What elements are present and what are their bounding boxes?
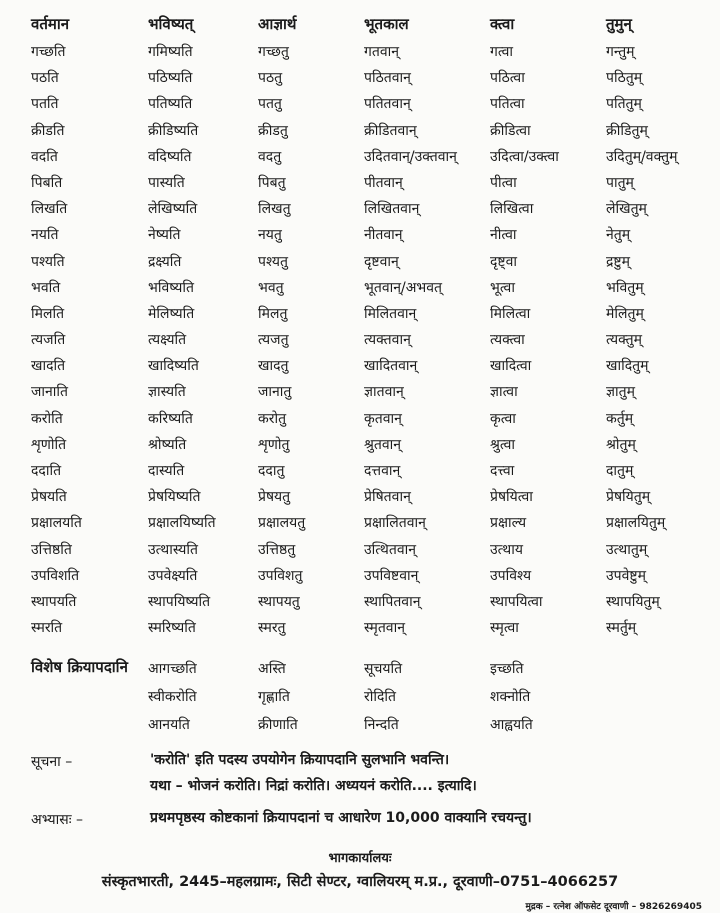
table-cell: ददातु: [258, 463, 285, 479]
table-cell: श्रोतुम्: [606, 436, 636, 453]
table-cell: त्यजतु: [258, 332, 289, 349]
table-cell: पतित्वा: [490, 96, 525, 113]
table-cell: प्रक्षालयति: [31, 515, 82, 532]
table-cell: पठिष्यति: [148, 70, 193, 87]
table-cell: खादित्वा: [490, 358, 532, 375]
table-cell: स्थापितवान्: [364, 593, 421, 610]
table-row: [0, 38, 720, 64]
table-cell: नेष्यति: [148, 227, 181, 244]
table-cell: पतितवान्: [364, 96, 411, 113]
table-cell: क्रीडितवान्: [364, 122, 417, 139]
table-cell: भवतु: [258, 279, 284, 296]
table-row: [0, 562, 720, 588]
table-cell: स्मृत्वा: [490, 620, 519, 637]
table-cell: उपवेक्ष्यति: [148, 567, 198, 584]
table-cell: उत्थितवान्: [364, 541, 417, 558]
table-row: [0, 64, 720, 90]
special-verbs-label: विशेष क्रियापदानि: [31, 658, 128, 676]
header-tumun: तुमुन्: [606, 15, 632, 33]
table-cell: प्रक्षालितवान्: [364, 515, 426, 532]
table-cell: क्रीडितुम्: [606, 122, 648, 139]
table-cell: पिबतु: [258, 174, 286, 191]
abhyas-text: प्रथमपृष्ठस्य कोष्टकानां क्रियापदानां च आधारेण 10,000 वाक्यानि रचयन्तु।: [150, 810, 532, 826]
table-cell: त्यक्त्वा: [490, 332, 525, 349]
table-cell: पश्यति: [31, 253, 65, 270]
table-cell: मिलति: [31, 305, 65, 322]
special-verb: क्रीणाति: [258, 717, 298, 733]
table-cell: स्थापयित्वा: [490, 593, 543, 610]
table-cell: क्रीडित्वा: [490, 122, 531, 139]
table-cell: गत्वा: [490, 44, 514, 60]
table-cell: लिखित्वा: [490, 201, 534, 218]
table-cell: पिबति: [31, 174, 63, 191]
suchana-line-1: 'करोति' इति पदस्य उपयोगेन क्रियापदानि सुलभानि भवन्ति।: [150, 752, 450, 768]
table-cell: भूत्वा: [490, 279, 515, 296]
table-cell: गतवान्: [364, 44, 400, 60]
table-cell: करिष्यति: [148, 410, 193, 427]
special-row: [0, 683, 720, 711]
table-cell: स्मरति: [31, 620, 63, 637]
table-cell: वदति: [31, 148, 58, 165]
office-address: संस्कृतभारती, 2445–महलग्रामः, सिटी सेण्टर, ग्वालियरम् म.प्र., दूरवाणी–0751–4066257: [101, 874, 619, 890]
table-cell: मिलतु: [258, 305, 288, 322]
table-cell: पठतु: [258, 70, 283, 87]
table-cell: उत्थाय: [490, 541, 523, 558]
table-cell: क्रीडिष्यति: [148, 122, 199, 139]
table-row: [0, 143, 720, 169]
table-row: [0, 326, 720, 352]
table-cell: ददाति: [31, 463, 62, 479]
table-row: [0, 274, 720, 300]
table-cell: उपविष्टवान्: [364, 567, 419, 584]
table-row: [0, 195, 720, 221]
table-cell: करोति: [31, 410, 63, 427]
verb-conjugation-table: [0, 12, 720, 640]
special-verb: आगच्छति: [148, 661, 197, 677]
table-cell: कृतवान्: [364, 410, 402, 427]
table-cell: प्रेषितवान्: [364, 489, 411, 506]
table-cell: शृणोति: [31, 436, 67, 453]
table-cell: द्रष्टुम्: [606, 253, 630, 270]
suchana-line-2: यथा – भोजनं करोति। निद्रां करोति। अध्ययनं करोति.... इत्यादि।: [150, 778, 477, 794]
table-cell: गन्तुम्: [606, 44, 635, 60]
table-cell: दातुम्: [606, 463, 634, 479]
table-cell: ज्ञातवान्: [364, 384, 404, 401]
table-cell: मिलितवान्: [364, 305, 417, 322]
table-cell: स्थापयिष्यति: [148, 593, 211, 610]
table-cell: पठति: [31, 70, 59, 87]
table-cell: खादति: [31, 358, 66, 375]
table-cell: प्रक्षालयतु: [258, 515, 306, 532]
table-cell: पतति: [31, 96, 59, 113]
special-verb: गृह्णाति: [258, 689, 290, 705]
table-cell: उदित्वा/उक्त्वा: [490, 148, 559, 165]
table-cell: प्रेषयिष्यति: [148, 489, 201, 506]
table-cell: स्मृतवान्: [364, 620, 405, 637]
table-cell: भवति: [31, 279, 61, 296]
table-cell: क्रीडतु: [258, 122, 288, 139]
header-ktva: क्त्वा: [490, 15, 515, 33]
printer-credit: मुद्रक – रत्नेश ऑफसेट दूरवाणी – 9826269405: [525, 902, 702, 912]
table-cell: खादितवान्: [364, 358, 418, 375]
table-cell: उत्थास्यति: [148, 541, 199, 558]
table-row: [0, 431, 720, 457]
table-cell: प्रक्षालयितुम्: [606, 515, 666, 532]
suchana-label: सूचना –: [31, 754, 73, 770]
special-verb: अस्ति: [258, 661, 286, 677]
special-verb: रोदिति: [364, 689, 397, 705]
table-cell: त्यक्तुम्: [606, 332, 643, 349]
header-bhavishyat: भविष्यत्: [148, 15, 194, 33]
table-cell: लेखिष्यति: [148, 201, 198, 218]
special-verb: स्वीकरोति: [148, 689, 197, 705]
table-row: [0, 117, 720, 143]
special-verb: इच्छति: [490, 661, 524, 677]
table-cell: पततु: [258, 96, 282, 113]
table-cell: प्रेषयित्वा: [490, 489, 533, 506]
table-cell: दत्त्वा: [490, 463, 515, 479]
table-cell: पठितवान्: [364, 70, 411, 87]
table-cell: त्यक्तवान्: [364, 332, 411, 349]
table-cell: स्मरिष्यति: [148, 620, 196, 637]
table-cell: त्यक्ष्यति: [148, 332, 187, 349]
table-cell: लिखतु: [258, 201, 291, 218]
table-cell: पीत्वा: [490, 174, 517, 191]
table-cell: उदितुम्/वक्तुम्: [606, 148, 678, 165]
table-row: [0, 378, 720, 404]
table-cell: स्थापयतु: [258, 593, 300, 610]
table-cell: मेलितुम्: [606, 305, 644, 322]
table-cell: नेतुम्: [606, 227, 631, 244]
table-cell: स्थापयति: [31, 593, 77, 610]
table-cell: वदिष्यति: [148, 148, 192, 165]
table-cell: खादिष्यति: [148, 358, 199, 375]
table-row: [0, 405, 720, 431]
table-row: [0, 90, 720, 116]
table-cell: दत्तवान्: [364, 463, 401, 479]
table-cell: लेखितुम्: [606, 201, 647, 218]
table-cell: उपविशति: [31, 567, 80, 584]
header-bhutakala: भूतकाल: [364, 15, 409, 33]
table-cell: उत्थातुम्: [606, 541, 648, 558]
table-cell: करोतु: [258, 410, 287, 427]
table-cell: प्रक्षाल्य: [490, 515, 527, 532]
special-verb: शक्नोति: [490, 689, 531, 705]
table-cell: प्रेषयति: [31, 489, 67, 506]
table-cell: क्रीडति: [31, 122, 65, 139]
table-cell: उपविश्य: [490, 567, 532, 584]
abhyas-label: अभ्यासः –: [31, 812, 84, 828]
table-cell: पास्यति: [148, 174, 185, 191]
table-row: [0, 614, 720, 640]
table-cell: श्रोष्यति: [148, 436, 187, 453]
table-cell: पश्यतु: [258, 253, 289, 270]
table-cell: गच्छति: [31, 44, 66, 60]
table-cell: नयतु: [258, 227, 282, 244]
table-cell: प्रक्षालयिष्यति: [148, 515, 216, 532]
table-cell: उपवेष्टुम्: [606, 567, 646, 584]
table-cell: नीतवान्: [364, 227, 403, 244]
table-cell: दास्यति: [148, 463, 185, 479]
table-cell: भवितुम्: [606, 279, 644, 296]
table-cell: श्रुतवान्: [364, 436, 402, 453]
table-cell: पतिष्यति: [148, 96, 193, 113]
table-cell: मिलित्वा: [490, 305, 531, 322]
table-row: [0, 248, 720, 274]
table-cell: प्रेषयितुम्: [606, 489, 651, 506]
special-verb: आह्वयति: [490, 717, 533, 733]
table-row: [0, 169, 720, 195]
table-cell: भविष्यति: [148, 279, 194, 296]
special-verb: सूचयति: [364, 661, 403, 677]
table-cell: गच्छतु: [258, 44, 289, 60]
table-cell: उत्तिष्ठतु: [258, 541, 296, 558]
special-verbs-section: [0, 655, 720, 739]
header-ajnartha: आज्ञार्थ: [258, 15, 297, 33]
table-cell: गमिष्यति: [148, 44, 193, 60]
special-row: [0, 655, 720, 683]
table-cell: जानाति: [31, 384, 69, 401]
table-row: [0, 221, 720, 247]
table-row: [0, 457, 720, 483]
table-cell: श्रुत्वा: [490, 436, 516, 453]
table-cell: पीतवान्: [364, 174, 403, 191]
table-cell: ज्ञातुम्: [606, 384, 635, 401]
table-cell: पातुम्: [606, 174, 634, 191]
table-row: [0, 483, 720, 509]
table-cell: शृणोतु: [258, 436, 290, 453]
table-cell: लिखति: [31, 201, 68, 218]
table-row: [0, 352, 720, 378]
table-cell: स्थापयितुम्: [606, 593, 660, 610]
table-cell: मेलिष्यति: [148, 305, 195, 322]
special-row: [0, 711, 720, 739]
table-row: [0, 588, 720, 614]
table-cell: वदतु: [258, 148, 282, 165]
table-cell: नयति: [31, 227, 59, 244]
table-cell: दृष्ट्वा: [490, 253, 518, 270]
table-cell: स्मरतु: [258, 620, 286, 637]
table-row: [0, 300, 720, 326]
table-cell: पठित्वा: [490, 70, 525, 87]
office-label: भागकार्यालयः: [328, 851, 392, 866]
table-cell: पठितुम्: [606, 70, 643, 87]
table-cell: उत्तिष्ठति: [31, 541, 72, 558]
table-header-row: [0, 12, 720, 38]
table-row: [0, 509, 720, 535]
table-cell: दृष्टवान्: [364, 253, 399, 270]
table-cell: उदितवान्/उक्तवान्: [364, 148, 457, 165]
table-cell: जानातु: [258, 384, 292, 401]
table-cell: खादतु: [258, 358, 289, 375]
table-cell: स्मर्तुम्: [606, 620, 637, 637]
table-cell: उपविशतु: [258, 567, 303, 584]
table-cell: त्यजति: [31, 332, 66, 349]
table-cell: भूतवान्/अभवत्: [364, 279, 443, 296]
header-vartaman: वर्तमान: [31, 15, 70, 33]
table-cell: नीत्वा: [490, 227, 517, 244]
table-cell: प्रेषयतु: [258, 489, 291, 506]
table-cell: कर्तुम्: [606, 410, 634, 427]
table-cell: कृत्वा: [490, 410, 516, 427]
table-row: [0, 536, 720, 562]
table-cell: द्रक्ष्यति: [148, 253, 182, 270]
table-cell: लिखितवान्: [364, 201, 420, 218]
table-cell: खादितुम्: [606, 358, 649, 375]
table-cell: पतितुम्: [606, 96, 642, 113]
table-cell: ज्ञास्यति: [148, 384, 186, 401]
special-verb: निन्दति: [364, 717, 399, 733]
special-verb: आनयति: [148, 717, 190, 733]
table-cell: ज्ञात्वा: [490, 384, 518, 401]
